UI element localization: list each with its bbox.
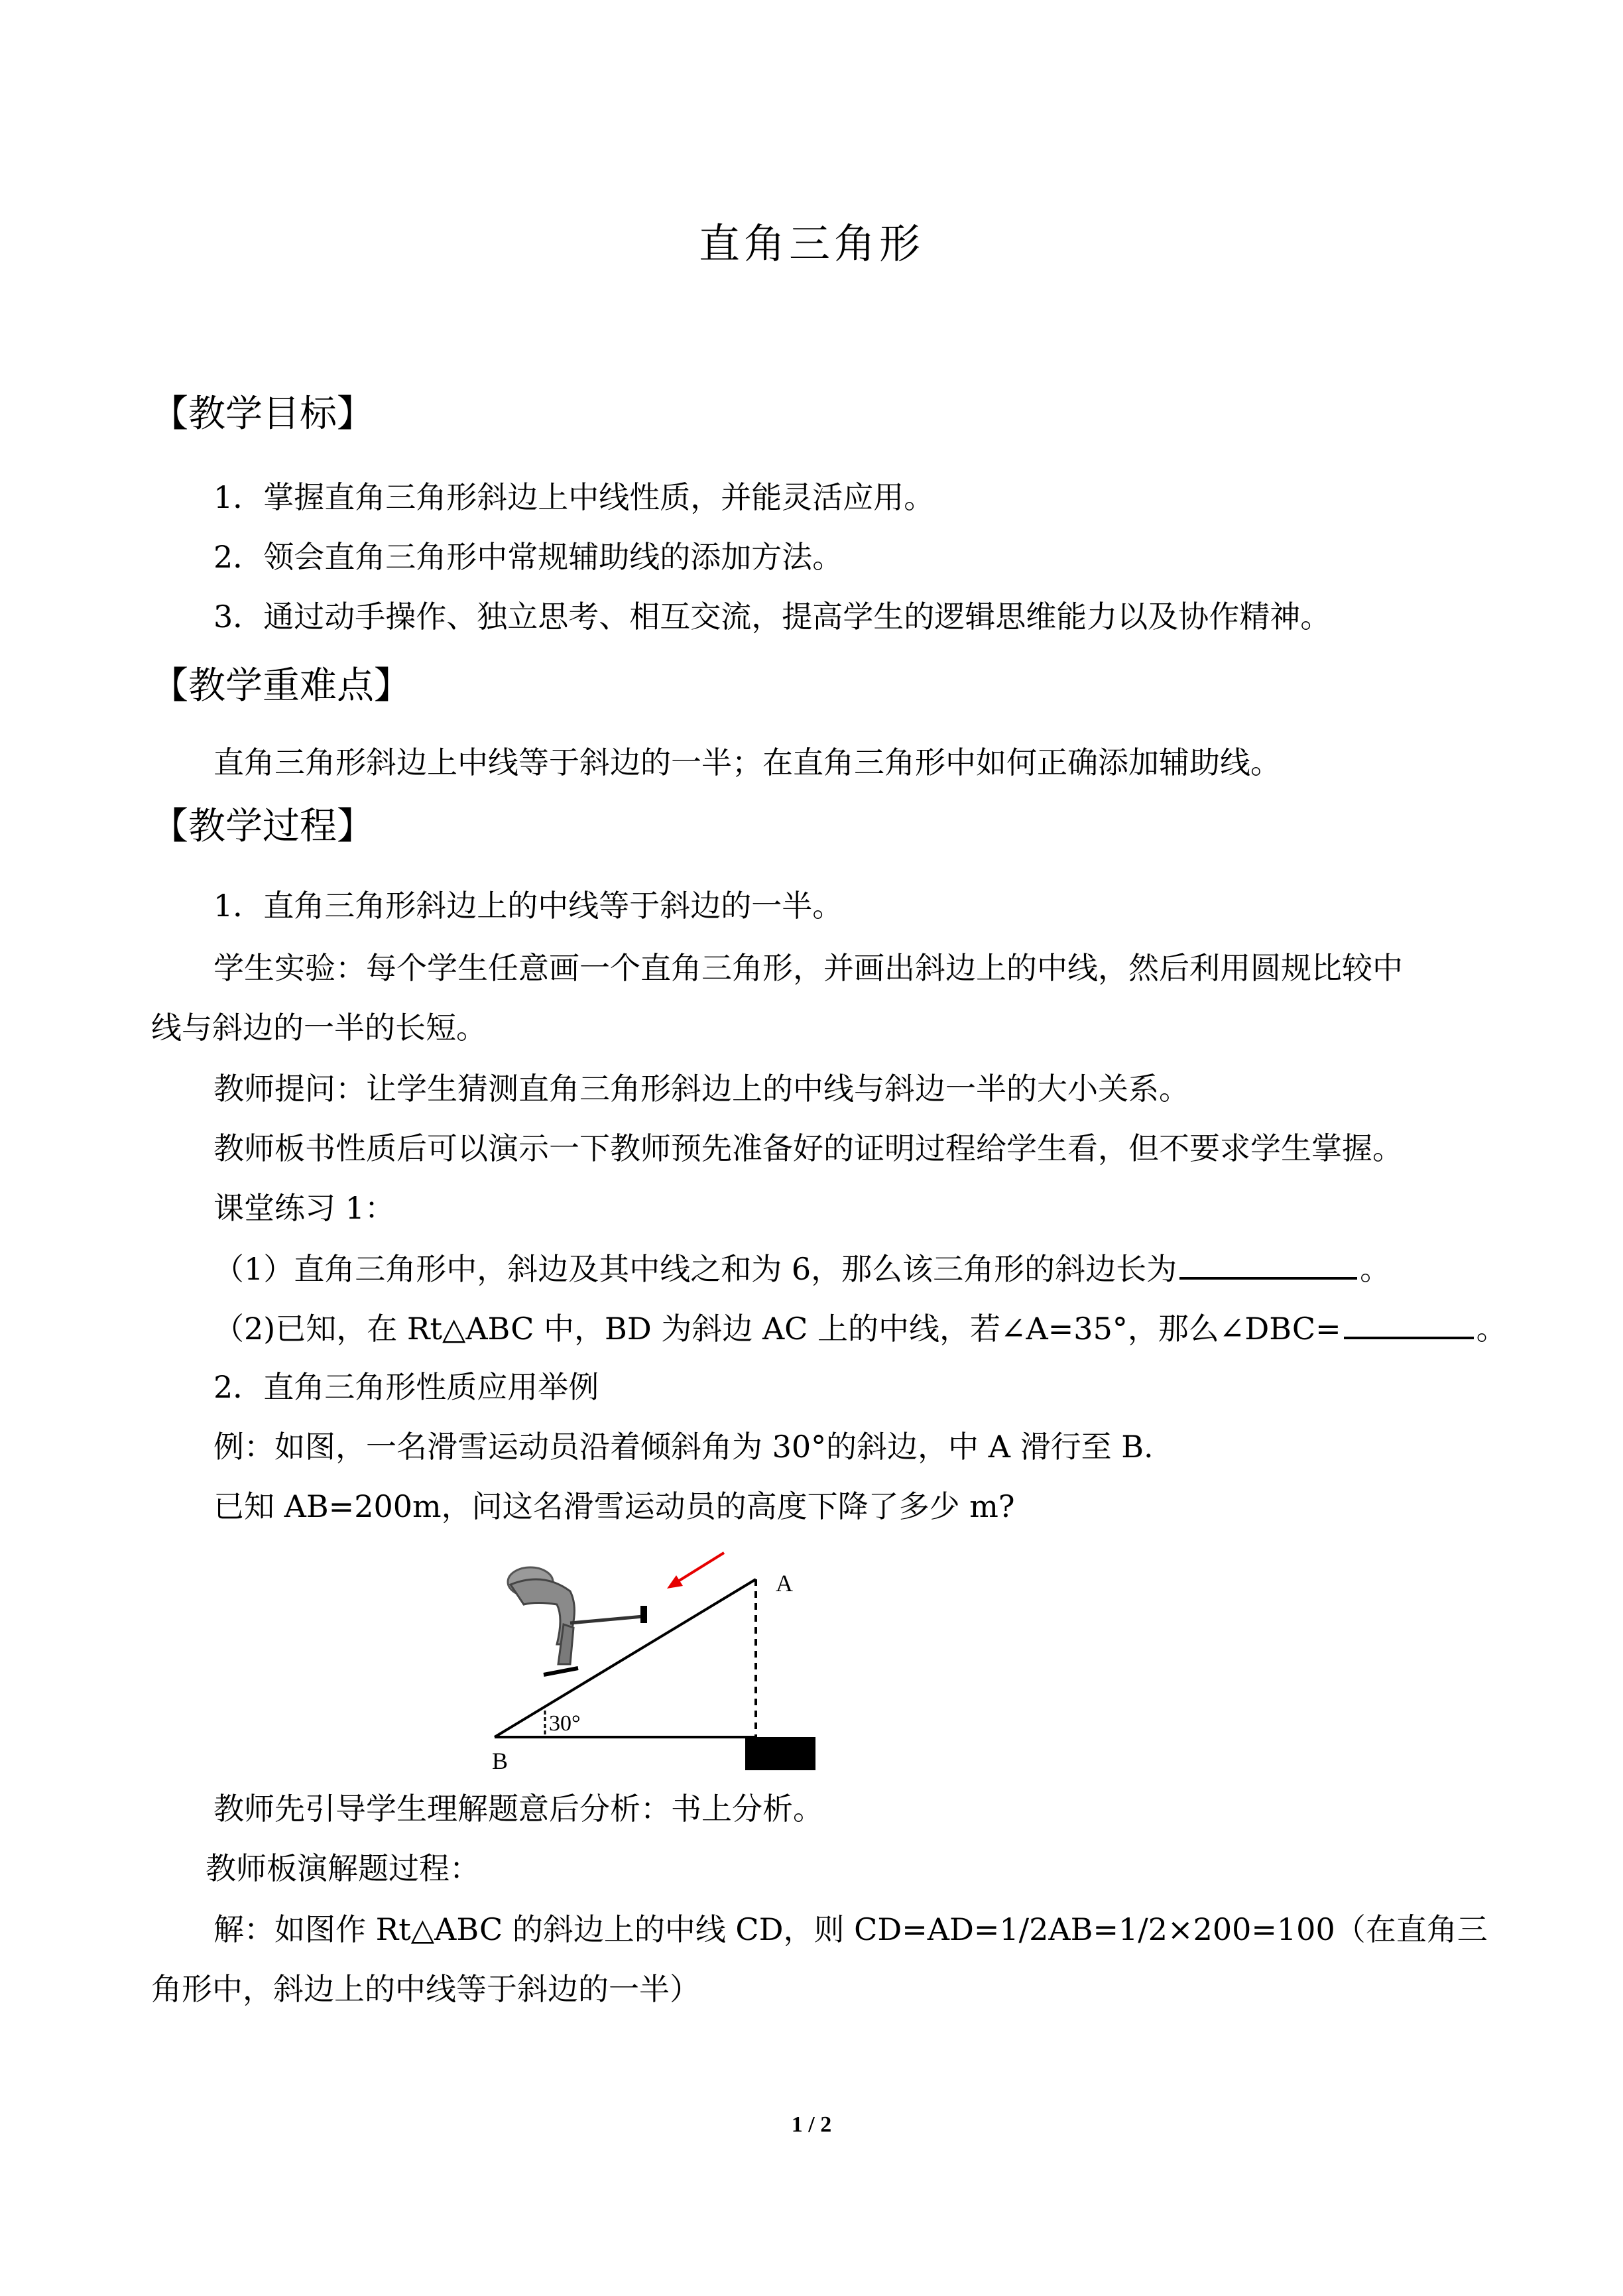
goal-item-3: 3．通过动手操作、独立思考、相互交流，提高学生的逻辑思维能力以及协作精神。 — [213, 599, 1331, 634]
point-b-label: B — [492, 1748, 509, 1770]
exercise-2-answer-blank[interactable] — [1344, 1307, 1474, 1339]
direction-arrow-icon — [667, 1553, 724, 1589]
solution-line-1: 解：如图作 Rt△ABC 的斜边上的中线 CD，则 CD=AD=1/2AB=1/2×200=100（在直角三 — [213, 1911, 1488, 1947]
process-paragraph-6: 2．直角三角形性质应用举例 — [213, 1369, 599, 1405]
exercise-2-text: （2)已知，在 Rt△ABC 中，BD 为斜边 AC 上的中线，若∠A=35°，那么∠DBC= — [213, 1311, 1341, 1347]
exercise-1-end: 。 — [1360, 1251, 1391, 1287]
teacher-demo-text: 教师板演解题过程： — [206, 1850, 480, 1886]
process-paragraph-2a: 学生实验：每个学生任意画一个直角三角形，并画出斜边上的中线，然后利用圆规比较中 — [213, 950, 1403, 986]
exercise-1 — [213, 1248, 1390, 1289]
ski-slope-figure — [464, 1545, 862, 1770]
section-heading-process: 【教学过程】 — [151, 805, 374, 848]
process-paragraph-2b: 线与斜边的一半的长短。 — [151, 1010, 487, 1046]
base-block — [745, 1737, 815, 1770]
exercise-2-end: 。 — [1476, 1311, 1507, 1347]
process-paragraph-1: 1．直角三角形斜边上的中线等于斜边的一半。 — [213, 888, 843, 924]
page-number: 1 / 2 — [791, 2112, 832, 2137]
point-a-label: A — [776, 1570, 793, 1597]
exercise-1-answer-blank[interactable] — [1179, 1248, 1357, 1280]
process-paragraph-3: 教师提问：让学生猜测直角三角形斜边上的中线与斜边一半的大小关系。 — [213, 1071, 1189, 1107]
key-points-text: 直角三角形斜边上中线等于斜边的一半；在直角三角形中如何正确添加辅助线。 — [213, 745, 1281, 780]
example-text: 例：如图，一名滑雪运动员沿着倾斜角为 30°的斜边，中 A 滑行至 B. — [213, 1429, 1154, 1465]
process-paragraph-4: 教师板书性质后可以演示一下教师预先准备好的证明过程给学生看，但不要求学生掌握。 — [213, 1130, 1403, 1166]
goal-item-1: 1．掌握直角三角形斜边上中线性质，并能灵活应用。 — [213, 479, 935, 515]
analysis-text: 教师先引导学生理解题意后分析：书上分析。 — [213, 1791, 823, 1827]
exercise-2 — [213, 1307, 1507, 1349]
solution-line-2: 角形中，斜边上的中线等于斜边的一半） — [151, 1971, 700, 2007]
section-heading-goals: 【教学目标】 — [151, 393, 374, 436]
exercise-heading: 课堂练习 1： — [213, 1190, 395, 1226]
section-heading-key-points: 【教学重难点】 — [151, 664, 411, 707]
example-question: 已知 AB=200m，问这名滑雪运动员的高度下降了多少 m? — [213, 1488, 1015, 1524]
page-title: 直角三角形 — [698, 219, 924, 268]
angle-label: 30° — [549, 1711, 581, 1736]
exercise-1-text: （1）直角三角形中，斜边及其中线之和为 6，那么该三角形的斜边长为 — [213, 1251, 1177, 1287]
goal-item-2: 2．领会直角三角形中常规辅助线的添加方法。 — [213, 539, 843, 575]
